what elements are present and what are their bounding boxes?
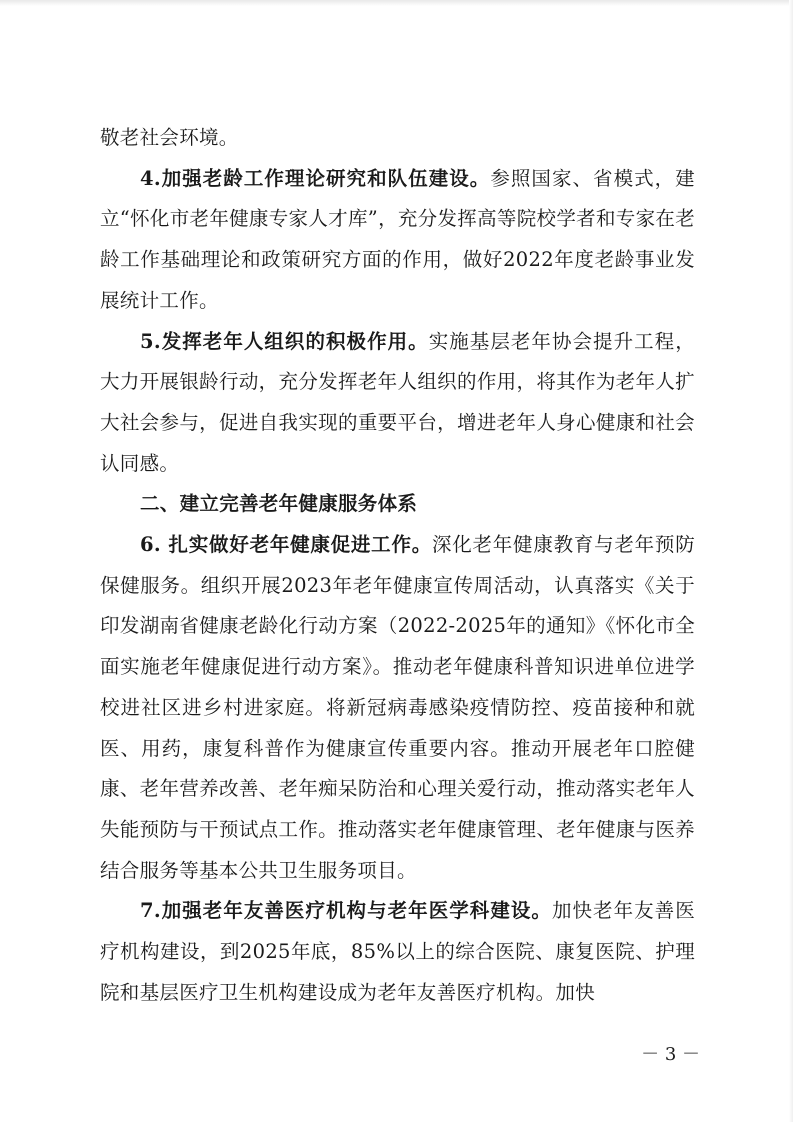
paragraph-continuation — [100, 118, 695, 159]
item-heading: 6. 扎实做好老年健康促进工作。 — [140, 533, 432, 557]
paragraph-text: 敬老社会环境。 — [100, 126, 239, 149]
scan-edge-top — [0, 0, 793, 6]
paragraph-item-7 — [100, 891, 695, 1013]
document-body — [100, 118, 695, 1013]
section-heading-2: 二、建立完善老年健康服务体系 — [140, 492, 418, 516]
paragraph-item-6 — [100, 525, 695, 891]
paragraph-text: 加快老年友善医疗机构建设，到2025年底，85%以上的综合医院、康复医院、护理院和基层医疗卫生机构建设成为老年友善医疗机构。加快 — [100, 899, 695, 1004]
paragraph-text: 实施基层老年协会提升工程，大力开展银龄行动，充分发挥老年人组织的作用，将其作为老年人扩大社会参与，促进自我实现的重要平台，增进老年人身心健康和社会认同感。 — [100, 329, 695, 475]
paragraph-text: 参照国家、省模式，建立“怀化市老年健康专家人才库”，充分发挥高等院校学者和专家在老龄工作基础理论和政策研究方面的作用，做好2022年度老龄事业发展统计工作。 — [100, 166, 695, 312]
paragraph-item-4 — [100, 159, 695, 322]
item-heading: 4.加强老龄工作理论研究和队伍建设。 — [140, 166, 491, 190]
item-heading: 7.加强老年友善医疗机构与老年医学科建设。 — [140, 899, 552, 923]
item-heading: 5.发挥老年人组织的积极作用。 — [140, 329, 429, 353]
paragraph-item-5 — [100, 322, 695, 485]
scan-edge-right — [789, 0, 793, 1122]
paragraph-text: 深化老年健康教育与老年预防保健服务。组织开展2023年老年健康宣传周活动，认真落实《关于印发湖南省健康老龄化行动方案（2022-2025年的通知》《怀化市全面实施老年健康促进行动方案》。推动老年健康科普知识进单位进学校进社区进乡村进家庭。将新冠病毒感染疫情防控、疫苗接种和就医、用药，康复科普作为健康宣传重要内容。推动开展老年口腔健康、老年营养改善、老年痴呆防治和心理关爱行动，推动落实老年人失能预防与干预试点工作。推动落实老年健康管理、老年健康与医养结合服务等基本公共卫生服务项目。 — [100, 533, 695, 882]
page-number: － 3 － — [641, 1044, 700, 1065]
